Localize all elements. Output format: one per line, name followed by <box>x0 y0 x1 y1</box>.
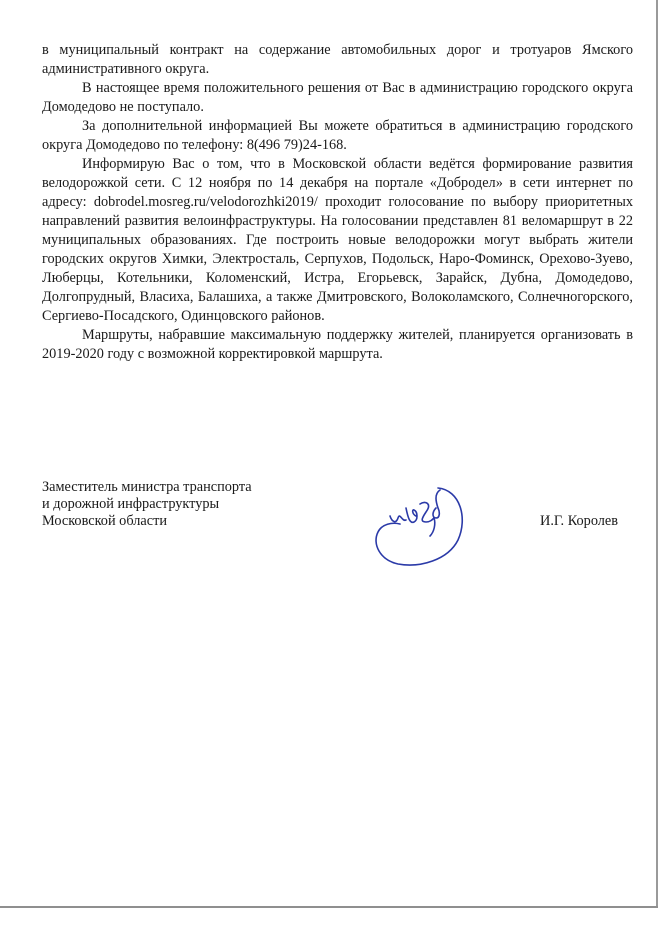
page-edge-bottom <box>0 906 658 908</box>
position-line: Заместитель министра транспорта <box>42 479 252 495</box>
position-line: Московской области <box>42 513 167 529</box>
paragraph-routes-plan: Маршруты, набравшие максимальную поддержку жителей, планируется организовать в 2019-2020 году с возможной корректировкой маршрута. <box>42 327 633 362</box>
paragraph-decision-status: В настоящее время положительного решения от Вас в администрацию городского округа Домодедово не поступало. <box>42 80 633 115</box>
handwritten-signature <box>370 478 470 570</box>
position-line: и дорожной инфраструктуры <box>42 496 220 512</box>
signer-name: И.Г. Королев <box>540 513 619 529</box>
signatory-position <box>42 479 252 530</box>
paragraph-contract-continuation: в муниципальный контракт на содержание автомобильных дорог и тротуаров Ямского административного округа. <box>42 42 633 77</box>
paragraph-contact-info: За дополнительной информацией Вы можете обратиться в администрацию городского округа Домодедово по телефону: 8(496 79)24-168. <box>42 118 633 153</box>
letter-body <box>42 41 633 364</box>
paragraph-bike-network: Информирую Вас о том, что в Московской области ведётся формирование развития велодорожкой сети. С 12 ноября по 14 декабря на портале «Добродел» в сети интернет по адресу: dobrodel.mosreg.ru/velodorozhki2019/ проходит голосование по выбору приоритетных направлений развития велоинфраструктуры. На голосовании представлен 81 веломаршрут в 22 муниципальных образованиях. Где построить новые велодорожки могут выбрать жители городских округов Химки, Электросталь, Серпухов, Подольск, Наро-Фоминск, Орехово-Зуево, Люберцы, Котельники, Коломенский, Истра, Егорьевск, Зарайск, Дубна, Домодедово, Долгопрудный, Власиха, Балашиха, а также Дмитровского, Волоколамского, Солнечногорского, Сергиево-Посадского, Одинцовского районов. <box>42 156 633 324</box>
